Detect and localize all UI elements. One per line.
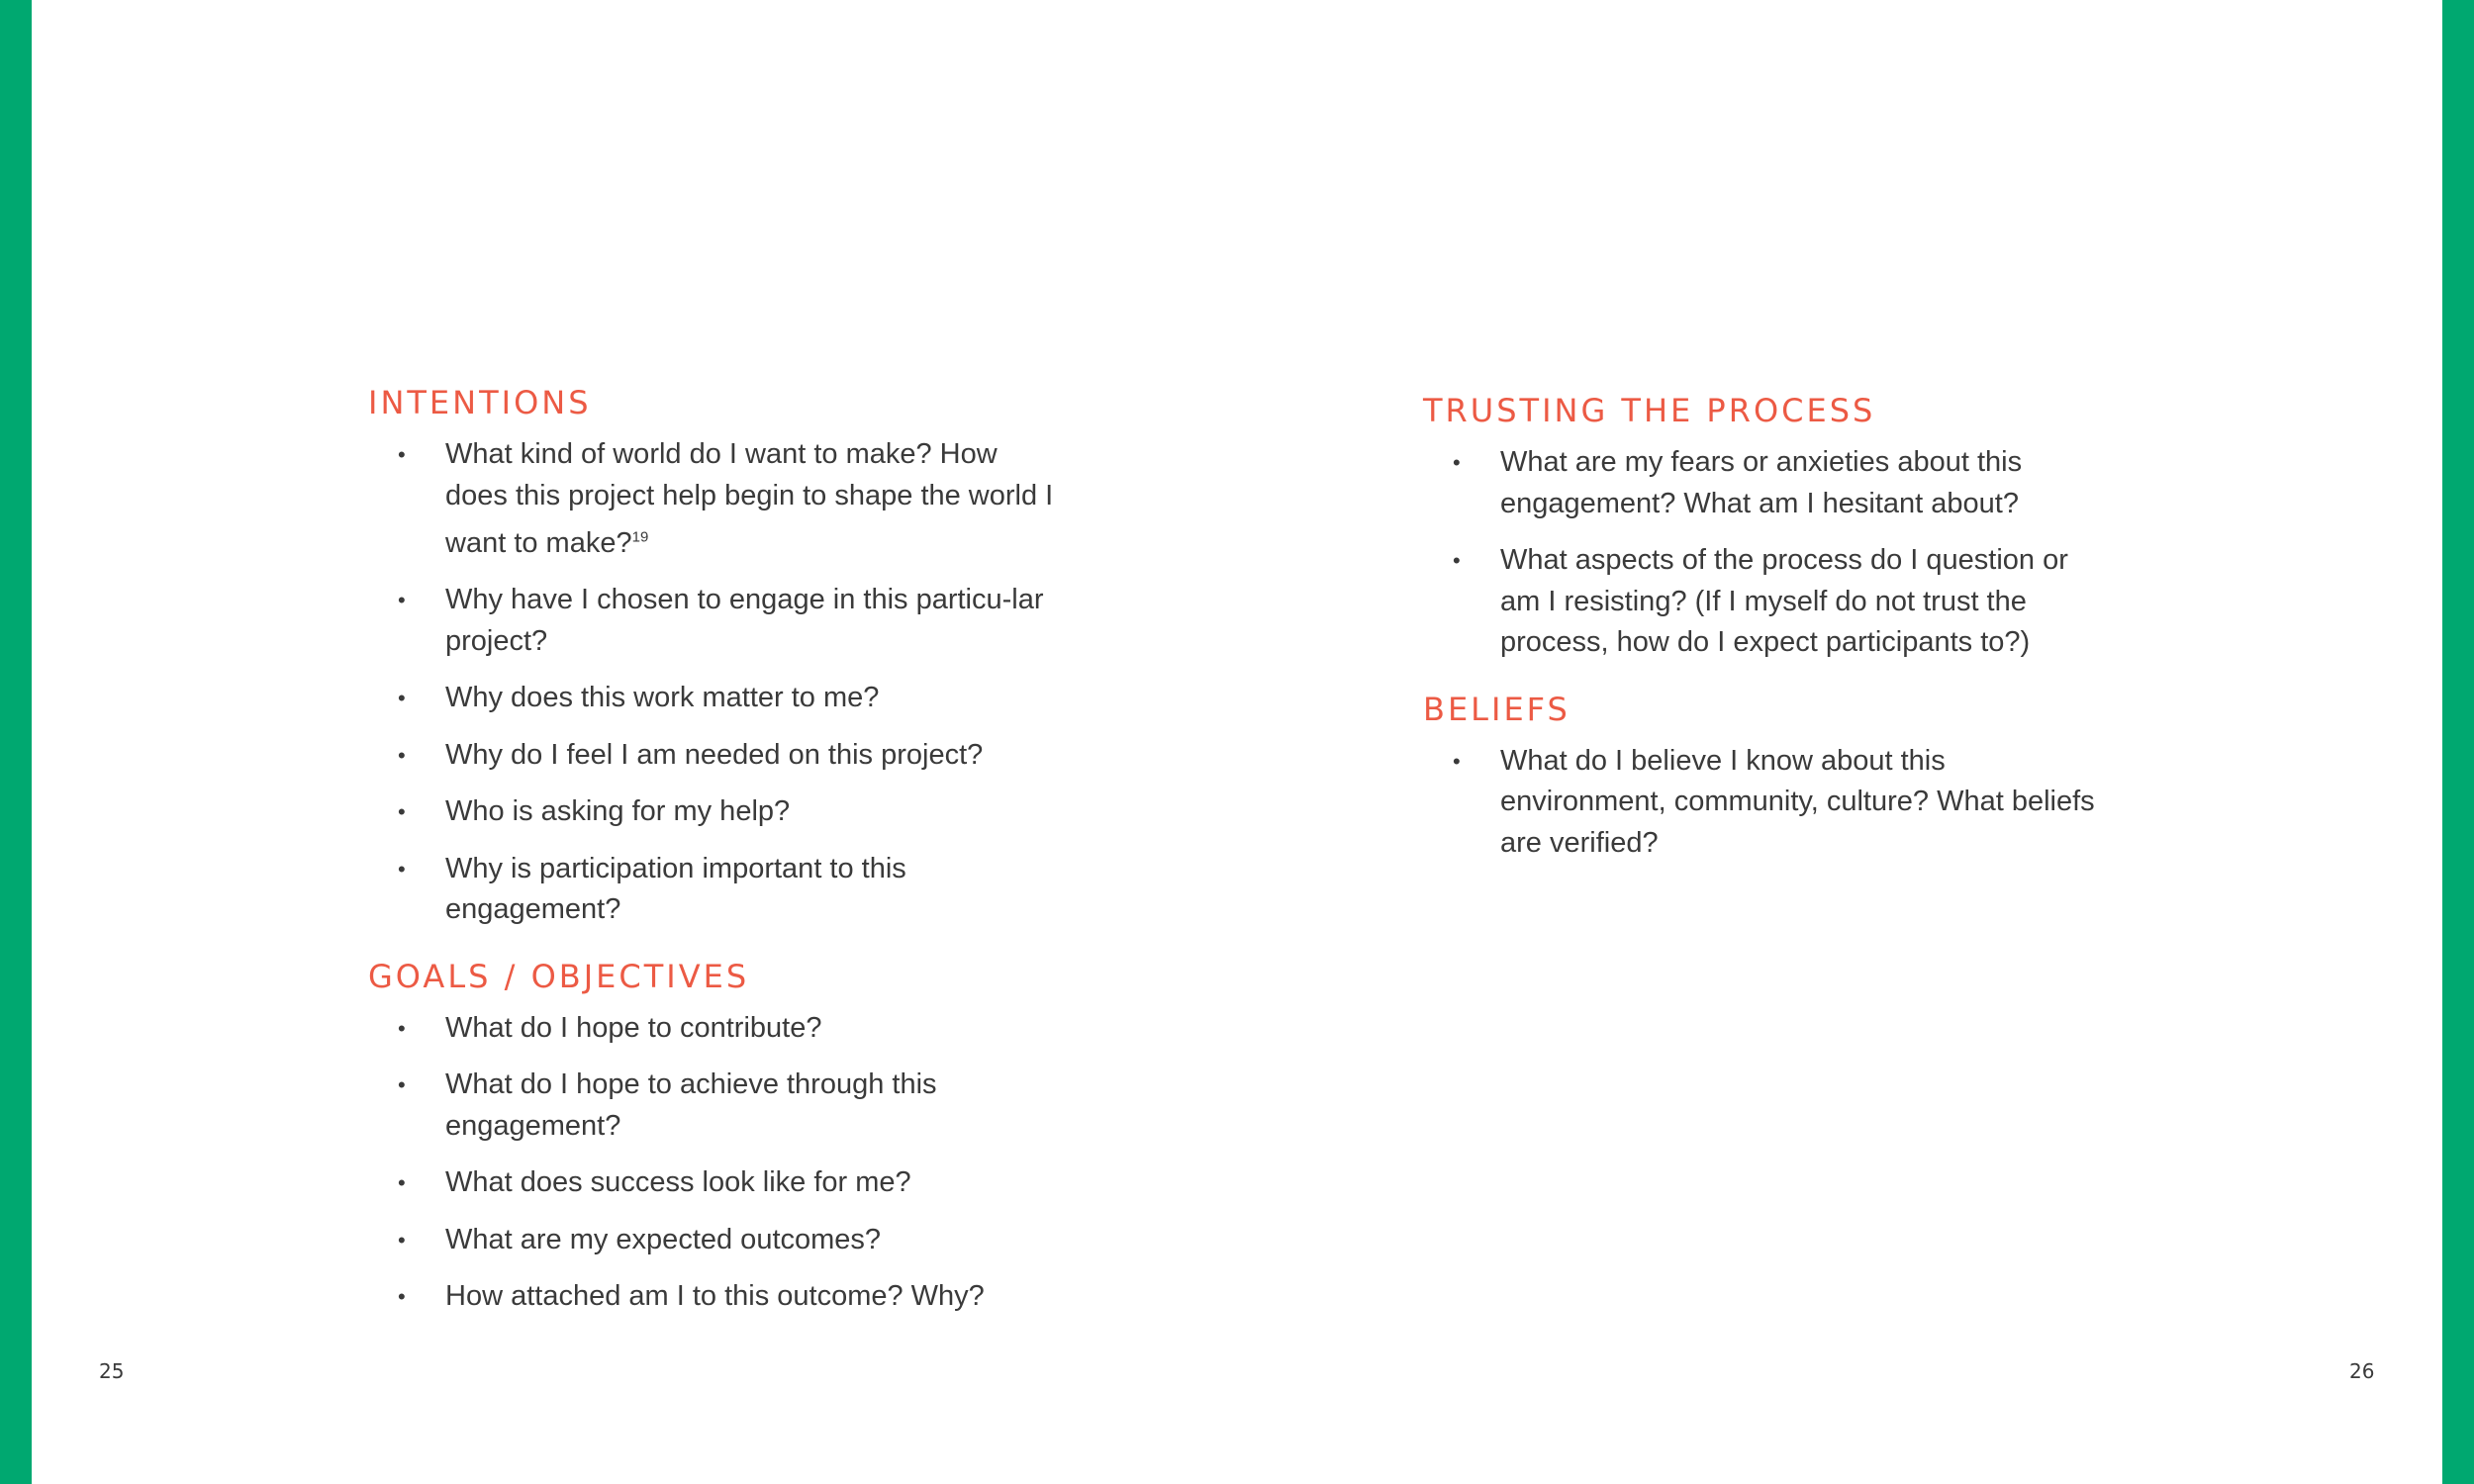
question-text: Who is asking for my help? (445, 795, 791, 828)
bullet-icon: • (1453, 548, 1461, 573)
bullet-icon: • (1453, 748, 1461, 774)
bullet-icon: • (398, 742, 406, 768)
bullet-icon: • (398, 1170, 406, 1196)
right-green-edge (2442, 0, 2474, 1484)
list-item (1423, 442, 2114, 524)
list-item (368, 580, 1059, 662)
question-text: Why is participation important to this engagement? (445, 852, 906, 926)
right-page-column (1423, 389, 2116, 880)
list-item (368, 678, 1059, 719)
list-item (368, 1008, 1059, 1050)
left-green-edge (0, 0, 32, 1484)
bullet-icon: • (398, 856, 406, 881)
page-number-left: 25 (99, 1359, 125, 1383)
section-intentions (368, 381, 1061, 931)
list-item (368, 791, 1059, 833)
bullet-icon: • (398, 442, 406, 467)
section-heading: TRUSTING THE PROCESS (1423, 392, 1876, 429)
section-trusting-the-process (1423, 389, 2116, 664)
bullet-icon: • (398, 588, 406, 613)
list-item (368, 1065, 1059, 1147)
question-list (368, 434, 1061, 931)
question-text: Why have I chosen to engage in this particu-lar project? (445, 584, 1044, 657)
bullet-icon: • (398, 1227, 406, 1252)
question-list (368, 1008, 1061, 1318)
section-beliefs (1423, 688, 2116, 865)
question-text: What do I believe I know about this environment, community, culture? What beliefs are verified? (1500, 744, 2095, 859)
bullet-icon: • (398, 686, 406, 711)
question-text: What are my expected outcomes? (445, 1223, 882, 1255)
question-list (1423, 741, 2116, 865)
list-item (368, 434, 1059, 564)
question-text: Why do I feel I am needed on this project? (445, 738, 984, 771)
question-text: What does success look like for me? (445, 1166, 911, 1199)
question-text: How attached am I to this outcome? Why? (445, 1280, 985, 1313)
list-item (368, 1276, 1059, 1318)
question-text: What aspects of the process do I question or am I resisting? (If I myself do not trust the process, how do I expect participants to?) (1500, 544, 2068, 658)
question-text: What kind of world do I want to make? How does this project help begin to shape the world I want to make?$^{19}$ (445, 438, 1054, 559)
bullet-icon: • (1453, 450, 1461, 475)
list-item (368, 1220, 1059, 1261)
page-number-right: 26 (2349, 1359, 2375, 1383)
bullet-icon: • (398, 1072, 406, 1098)
question-text: What do I hope to achieve through this engagement? (445, 1068, 937, 1142)
question-text: What are my fears or anxieties about this engagement? What am I hesitant about? (1500, 446, 2023, 519)
section-heading: GOALS / OBJECTIVES (368, 957, 750, 995)
bullet-icon: • (398, 799, 406, 825)
left-page-column (368, 381, 1061, 1334)
question-text: What do I hope to contribute? (445, 1011, 822, 1044)
list-item (368, 1162, 1059, 1204)
list-item (1423, 540, 2114, 664)
list-item (368, 735, 1059, 777)
bullet-icon: • (398, 1015, 406, 1041)
list-item (1423, 741, 2114, 865)
list-item (368, 849, 1059, 931)
section-heading: INTENTIONS (368, 384, 592, 421)
question-text: Why does this work matter to me? (445, 682, 880, 714)
footnote-marker: 19 (631, 528, 649, 545)
section-goals-objectives (368, 955, 1061, 1318)
section-heading: BELIEFS (1423, 690, 1570, 728)
bullet-icon: • (398, 1284, 406, 1310)
question-list (1423, 442, 2116, 664)
